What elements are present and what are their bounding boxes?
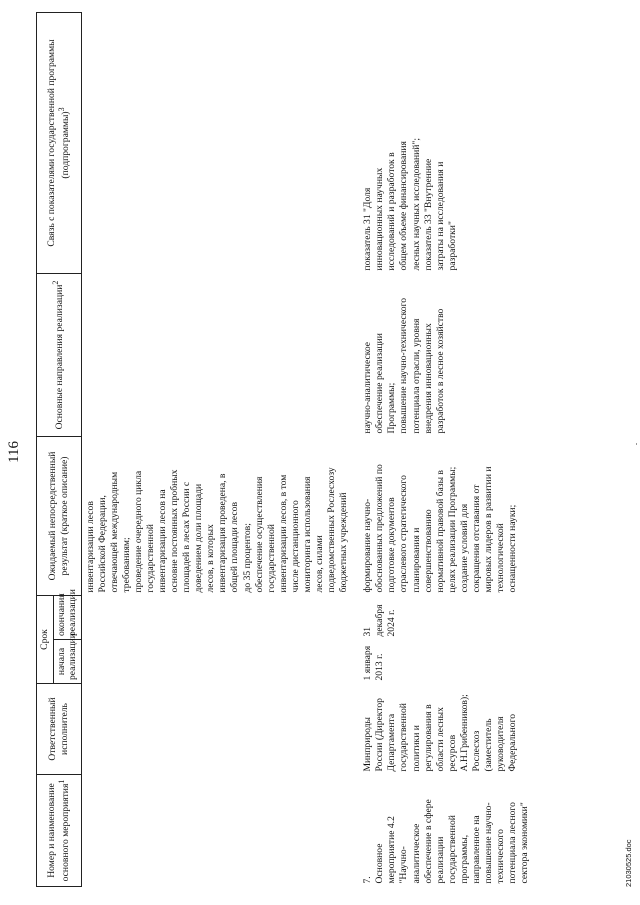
cell-link: показатель 31 "Доля инновационных научных исследований и разработок в общем объеме финансирования лесных научных исследований"; показатель 33 "Внутренние затраты на исследования и разработки" xyxy=(362,137,458,271)
header-row-1 xyxy=(37,13,54,887)
cell-number-name xyxy=(354,775,533,887)
measure-name: Основное мероприятие 4.2 "Научно- аналитическое обеспечение в сфере реализации государственной программы, направленное на повышение научно- технического потенциала лесного сектора экономики" xyxy=(374,799,531,884)
row-number: 7. xyxy=(362,876,374,884)
table-row-7 xyxy=(354,13,533,887)
page-number: 116 xyxy=(6,441,22,463)
cell-executor: Минприроды России (Директор Департамента государственной политики и регулирования в области лесных ресурсов А.Н.Грибенников); Рослесхоз (заместитель руководителя Федерального xyxy=(362,694,519,772)
cell-empty xyxy=(81,596,354,640)
cell-end: 31 декабря 2024 г. xyxy=(362,604,398,637)
header-executor: Ответственный исполнитель xyxy=(37,684,82,775)
header-result: Ожидаемый непосредственный результат (краткое описание) xyxy=(37,437,82,596)
cell-empty xyxy=(81,640,354,684)
cell-empty xyxy=(81,274,354,437)
table-row-continuation xyxy=(81,13,354,887)
header-term-end: окончания реализации xyxy=(53,596,81,640)
cell-empty xyxy=(81,684,354,775)
header-link: Связь с показателями государственной программы (подпрограммы)$^3$ xyxy=(37,13,82,274)
cell-directions: научно-аналитическое обеспечение реализации Программы; повышение научно-технического потенциала отрасли, уровня внедрения инновационных разработок в лесное хозяйство xyxy=(362,297,446,434)
cell-empty xyxy=(81,775,354,887)
header-term-start: начала реализации xyxy=(53,640,81,684)
cell-result-continuation: инвентаризации лесов Российской Федерации, отвечающей международным требованиям; проведение очередного цикла государственной инвентаризации лесов на основне постоянных пробных площадей в лесах России с доведением доли площади лесов, в которых инвентаризация проведена, в общей площади лесов до 35 процентов; обеспечение осуществления государственной инвентаризации лесов, в том числе дистанционного мониторинга использования лесов, силами подведомственных Рослесхозу бюджетных учреждений xyxy=(84,467,350,593)
measures-table xyxy=(36,12,533,887)
cell-empty xyxy=(81,13,354,274)
header-number-name: Номер и наименование основного мероприятия$^1$ xyxy=(37,775,82,887)
cell-result: формирование научно- обоснованных предложений по подготовке документов отраслевого стратегического планирования и совершенствованию нормативной правовой базы в целях реализации Программы; создание условий для сокращения отставания от мировых лидеров в развитии и технологической оснащенности науки; xyxy=(362,464,519,593)
scan-mark xyxy=(636,443,637,445)
header-term: Срок xyxy=(37,596,54,684)
file-name-footer: 21030525.doc xyxy=(624,839,633,887)
cell-start: 1 января 2013 г. xyxy=(362,645,386,681)
header-directions: Основные направления реализации$^2$ xyxy=(37,274,82,437)
